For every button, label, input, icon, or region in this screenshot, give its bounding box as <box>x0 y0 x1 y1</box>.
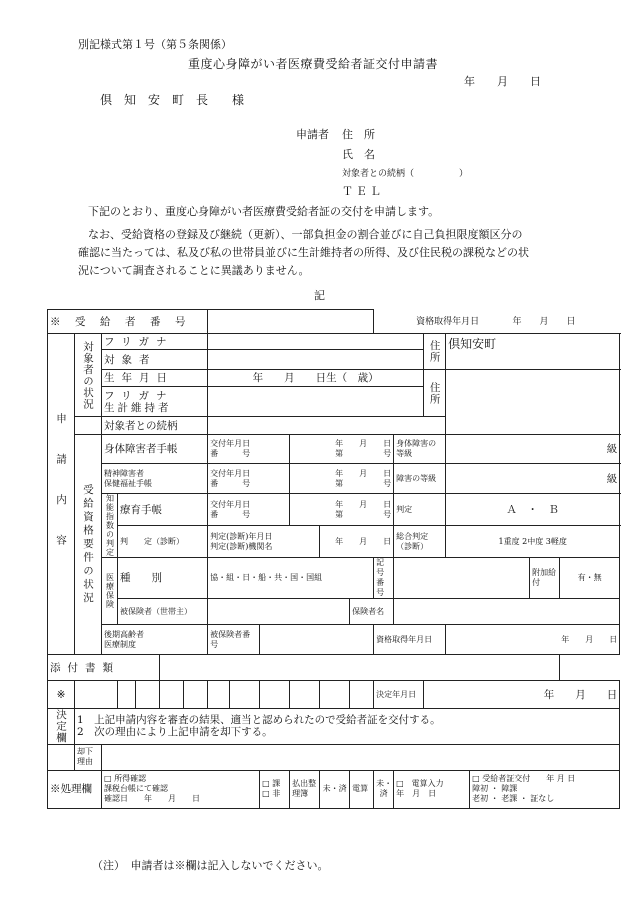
recipient-number-label: ※ 受 給 者 番 号 <box>48 310 208 334</box>
paragraph-1: 下記のとおり、重度心身障がい者医療費受給者証の交付を申請します。 <box>88 205 440 218</box>
form-title: 重度心身障がい者医療費受給者証交付申請書 <box>188 57 439 71</box>
decision-date-label: 決定年月日 <box>374 681 424 709</box>
judgement-label: 判定 <box>394 494 446 526</box>
rejection-reason-label: 却下理由 <box>75 744 102 770</box>
severity-options[interactable]: 1重度 2中度 3軽度 <box>446 526 620 558</box>
subject-address-label: 住所 <box>424 334 446 370</box>
furigana-label-1: フリガナ <box>102 334 208 350</box>
insured-number-field[interactable] <box>260 625 374 655</box>
issue-number-field-1[interactable]: 年 月 日 第 号 <box>290 435 394 464</box>
physical-grade-label: 身体障害の等級 <box>394 435 446 464</box>
livelihood-address-field[interactable] <box>446 370 620 435</box>
paragraph-2-line-1: なお、受給資格の登録及び継続（更新）、一部負担金の割合並びに自己負担限度額区分の <box>88 228 523 241</box>
issue-number-field-2[interactable]: 年 月 日 第 号 <box>290 464 394 494</box>
issue-number-label-1: 交付年月日 番 号 <box>208 435 290 464</box>
application-content-label: 申請内容 <box>48 334 75 655</box>
footer-note: （注） 申請者は※欄は記入しないでください。 <box>92 859 329 872</box>
judgement-value[interactable]: Ａ ・ Ｂ <box>446 494 620 526</box>
paragraph-2-line-2: 確認に当たっては、私及び私の世帯員並びに生計維持者の所得、及び住民税の課税などの状 <box>78 246 529 259</box>
overall-judgement-label: 総合判定（診断） <box>394 526 446 558</box>
decision-label: 決定欄 <box>48 709 75 745</box>
attached-docs-label: 添付書類 <box>48 655 160 681</box>
subject-label: 対象者 <box>102 350 208 370</box>
ryoiku-handbook-label: 療育手帳 <box>118 494 208 526</box>
insured-person-field[interactable] <box>208 599 350 625</box>
subject-address-value: 倶知安町 <box>448 337 497 351</box>
name-label: 氏 名 <box>342 148 375 161</box>
application-table <box>47 309 620 809</box>
payment-status[interactable]: 未・済 <box>320 770 350 808</box>
form-number: 別記様式第１号（第５条関係） <box>78 38 232 51</box>
decision-date-field[interactable]: 年 月 日 <box>424 681 620 709</box>
insurer-name-label: 保険者名 <box>350 599 394 625</box>
subject-name-field[interactable] <box>208 350 424 370</box>
rejection-reason-field[interactable] <box>102 744 620 770</box>
mental-handbook-label: 精神障害者 保健福祉手帳 <box>102 464 208 494</box>
densan-status[interactable]: 未・済 <box>374 770 394 808</box>
addressee: 倶 知 安 町 長 様 <box>100 93 245 107</box>
subject-status-label: 対象者の状況 <box>75 334 102 417</box>
insurer-name-field[interactable] <box>394 599 620 625</box>
decision-items[interactable]: 1 上記申請内容を審査の結果、適当と認められたので受給者証を交付する。 2 次の理由により上記申請を却下する。 <box>75 709 620 745</box>
insured-person-label: 被保険者（世帯主） <box>118 599 208 625</box>
livelihood-address-label: 住所 <box>424 370 446 417</box>
relation-to-subject-label: 対象者との続柄 <box>102 417 208 435</box>
physical-grade-field[interactable]: 級 <box>446 435 620 464</box>
symbol-number-field[interactable] <box>394 558 530 599</box>
date-line: 年 月 日 <box>464 75 541 88</box>
insured-number-label: 被保険者番号 <box>208 625 260 655</box>
supplementary-value[interactable]: 有・無 <box>560 558 620 599</box>
subject-address-field[interactable] <box>446 334 620 370</box>
address-label: 住 所 <box>342 128 375 141</box>
late-elderly-label: 後期高齢者 医療制度 <box>102 625 208 655</box>
medical-insurance-label: 医療保険 <box>102 558 118 625</box>
symbol-number-label: 記号番号 <box>374 558 394 599</box>
tax-status-cell[interactable]: □ 課 □ 非 <box>260 770 290 808</box>
decision-mark: ※ <box>48 681 75 709</box>
qualification-date-cell: 資格取得年月日 年 月 日 <box>374 310 620 334</box>
attached-docs-field[interactable] <box>160 655 560 681</box>
disability-grade-field[interactable]: 級 <box>446 464 620 494</box>
judgement-date-org-label: 判定(診断)年月日 判定(診断)機関名 <box>208 526 320 558</box>
issue-number-label-3: 交付年月日 番 号 <box>208 494 290 526</box>
supplementary-label: 附加給付 <box>530 558 560 599</box>
livelihood-name-field[interactable] <box>208 387 424 417</box>
tel-label: ＴＥＬ <box>342 185 384 198</box>
judgement-diagnosis-label: 判 定（診断） <box>118 526 208 558</box>
physical-handbook-label: 身体障害者手帳 <box>102 435 208 464</box>
late-qualification-label: 資格取得年月日 <box>374 625 446 655</box>
processing-label: ※処理欄 <box>48 770 102 808</box>
income-check-cell[interactable]: □ 所得確認 課税台帳にて確認 確認日 年 月 日 <box>102 770 260 808</box>
eligibility-status-label: 受給資格要件の状況 <box>75 435 102 655</box>
issue-number-field-3[interactable]: 年 月 日 第 号 <box>290 494 394 526</box>
recipient-number-field[interactable] <box>208 310 374 334</box>
late-qualification-field[interactable]: 年 月 日 <box>446 625 620 655</box>
birth-date-field[interactable]: 年 月 日生（ 歳） <box>208 370 424 387</box>
relation-label: 対象者との続柄（ ） <box>342 169 469 179</box>
judgement-date-field[interactable]: 年 月 日 <box>320 526 394 558</box>
subject-furigana-field[interactable] <box>208 334 424 350</box>
birth-date-label: 生年月日 <box>102 370 208 387</box>
ki-label: 記 <box>314 289 325 302</box>
cert-issue-cell[interactable]: □ 受給者証交付 年 月 日 障初 ・ 障課 老初 ・ 老課 ・ 証なし <box>470 770 620 808</box>
livelihood-label: フリガナ 生計維持者 <box>102 387 208 417</box>
densan-label: 電算 <box>350 770 374 808</box>
densan-input-cell[interactable]: □ 電算入力 年 月 日 <box>394 770 470 808</box>
type-label: 種 別 <box>118 558 208 599</box>
type-values[interactable]: 協・組・日・船・共・国・国組 <box>208 558 374 599</box>
applicant-label: 申請者 <box>296 128 329 141</box>
relation-field[interactable] <box>208 417 446 435</box>
payment-label: 払出整理簿 <box>290 770 320 808</box>
issue-number-label-2: 交付年月日 番 号 <box>208 464 290 494</box>
paragraph-2-line-3: 況について調査されることに異議ありません。 <box>78 264 310 277</box>
intellectual-label: 知能指数の判定 <box>102 494 118 558</box>
disability-grade-label: 障害の等級 <box>394 464 446 494</box>
